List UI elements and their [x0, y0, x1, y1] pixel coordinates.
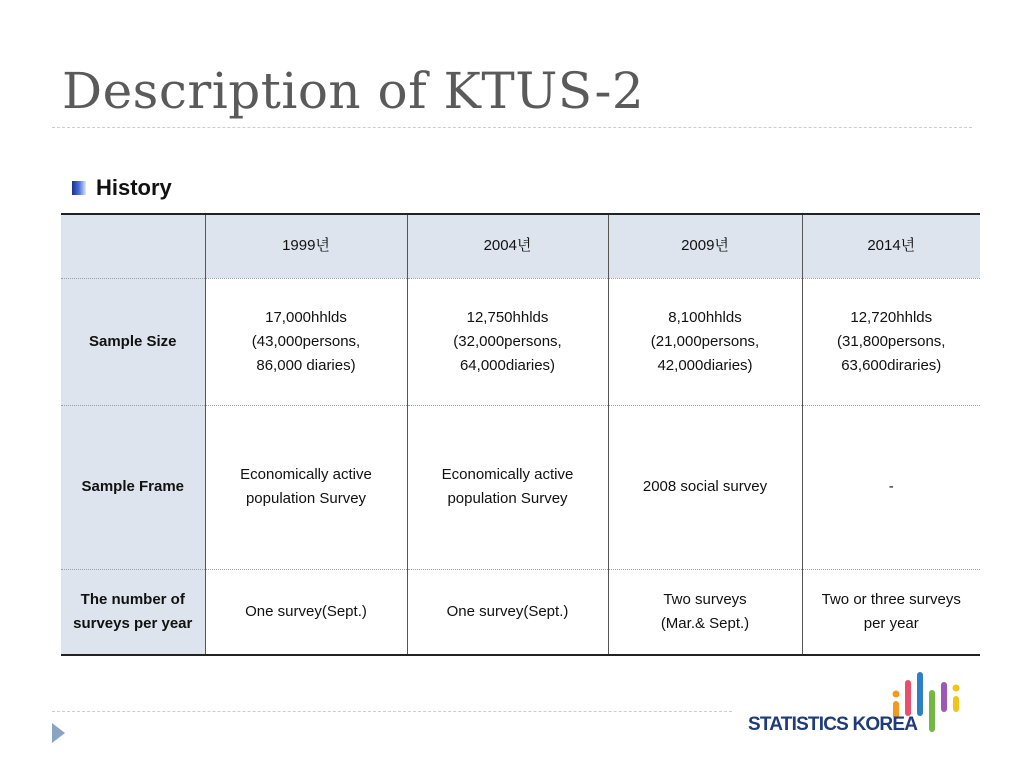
cell-line: population Survey — [447, 490, 568, 507]
cell-line: Economically active — [240, 466, 372, 483]
table-row — [61, 278, 980, 405]
cell-line: (43,000persons, — [251, 332, 361, 350]
cell-line: 12,720hhlds — [850, 308, 933, 326]
cell-line: 42,000diaries) — [657, 356, 753, 374]
cell-line: 12,750hhlds — [466, 308, 549, 326]
cell-line: (21,000persons, — [650, 332, 760, 350]
cell-line: 63,600diraries) — [841, 356, 942, 374]
year-header: 1999년 — [205, 214, 407, 278]
corner-cell — [61, 214, 205, 278]
year-header: 2009년 — [608, 214, 802, 278]
table-cell — [407, 569, 608, 655]
row-header-surveys-per-year — [61, 569, 205, 655]
cell-line: 64,000diaries) — [459, 356, 556, 374]
table-cell — [802, 569, 980, 655]
statistics-korea-logo-text: STATISTICS KOREA — [748, 714, 918, 735]
cell-line: (32,000persons, — [453, 332, 562, 350]
table-cell — [205, 405, 407, 569]
table-cell — [205, 278, 407, 405]
cell-line: 86,000 diaries) — [256, 356, 356, 374]
cell-line: One survey(Sept.) — [446, 602, 569, 620]
table-cell — [802, 278, 980, 405]
row-header-sample-frame: Sample Frame — [61, 405, 205, 569]
table-cell — [407, 405, 608, 569]
footer-divider — [52, 711, 732, 712]
table-cell — [802, 405, 980, 569]
cell-line: - — [888, 478, 894, 495]
cell-line: (31,800persons, — [837, 332, 946, 350]
table-row — [61, 405, 980, 569]
cell-line: 17,000hhlds — [265, 308, 347, 326]
cell-line: surveys per year — [73, 614, 193, 632]
section-label: History — [96, 175, 172, 200]
cell-line: One survey(Sept.) — [245, 602, 367, 620]
cell-line: Economically active — [441, 466, 574, 483]
history-table — [61, 213, 980, 656]
section-heading — [72, 175, 172, 201]
year-header: 2014년 — [802, 214, 980, 278]
table-cell — [205, 569, 407, 655]
cell-line: Two surveys — [663, 590, 747, 608]
table-cell — [608, 569, 802, 655]
cell-line: per year — [863, 614, 919, 632]
triangle-right-icon — [52, 723, 65, 743]
cell-line: Two or three surveys — [821, 590, 961, 608]
table-cell — [608, 405, 802, 569]
cell-line: 2008 social survey — [642, 478, 768, 495]
table-header-row — [61, 214, 980, 278]
slide-title: Description of KTUS-2 — [62, 62, 645, 120]
cell-line: population Survey — [245, 490, 367, 507]
square-bullet-icon — [72, 181, 86, 195]
table-row — [61, 569, 980, 655]
table-cell — [407, 278, 608, 405]
title-divider — [52, 127, 972, 128]
year-header: 2004년 — [407, 214, 608, 278]
cell-line: The number of — [80, 590, 185, 608]
cell-line: (Mar.& Sept.) — [660, 614, 750, 632]
row-header-sample-size: Sample Size — [61, 278, 205, 405]
cell-line: 8,100hhlds — [668, 308, 742, 326]
table-cell — [608, 278, 802, 405]
